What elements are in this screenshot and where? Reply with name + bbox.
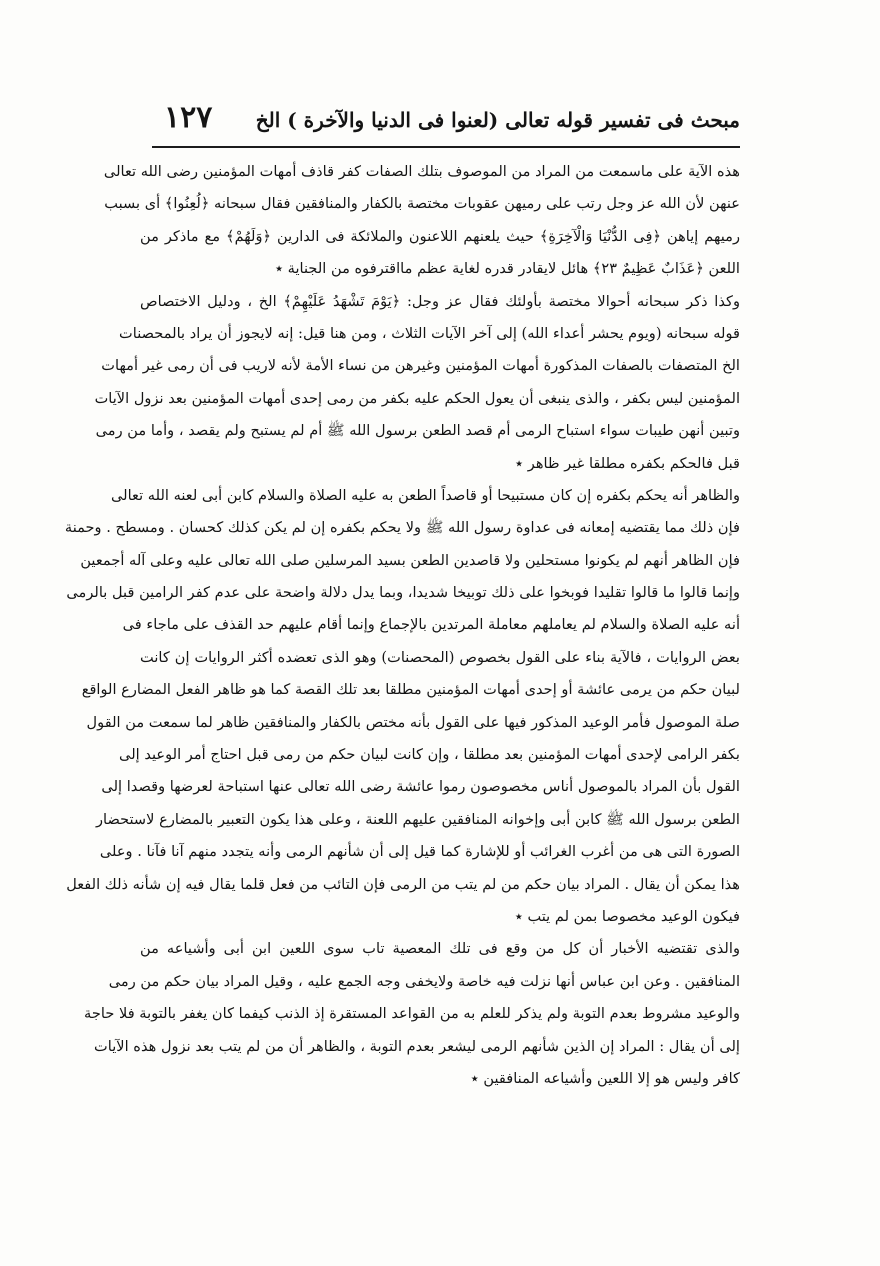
text-line: كافر وليس هو إلا اللعين وأشياعه المنافقين ٭ (470, 1069, 740, 1087)
text-line: الخ المتصفات بالصفات المذكورة أمهات المؤمنين وغيرهن من نساء الأمة لأنه لاريب فى أن رمى غير أمهات (101, 357, 740, 375)
text-line: المنافقين . وعن ابن عباس أنها نزلت فيه خاصة ولايخفى وجه الجمع عليه ، وقيل المراد بيان حكم من رمى (108, 972, 740, 990)
paragraph (84, 933, 740, 1095)
text-line: وكذا ذكر سبحانه أحوالا مختصة بأولئك فقال عز وجل: ﴿يَوْمَ تَشْهَدُ عَلَيْهِمْ﴾ الخ ، ودليل الاختصاص (140, 292, 740, 310)
text-line: وإنما قالوا ما قالوا تقليدا فوبخوا على ذلك توبيخا شديدا، وبما يدل دلالة واضحة على عدم كفر الرامين قبل بالرمى (66, 584, 740, 602)
text-line: فيكون الوعيد مخصوصا بمن لم يتب ٭ (514, 907, 740, 925)
text-line: والظاهر أنه يحكم بكفره إن كان مستبيحا أو قاصداً الطعن به عليه الصلاة والسلام كابن أبى لعنه الله تعالى (110, 486, 740, 504)
text-line: فإن الظاهر أنهم لم يكونوا مستحلين ولا قاصدين الطعن بسيد المرسلين صلى الله تعالى عليه وعلى آله أجمعين (80, 551, 740, 569)
text-line: أنه عليه الصلاة والسلام لم يعاملهم معاملة المرتدين بالإجماع وإنما أقام عليهم حد القذف على ماجاء فى (122, 616, 740, 634)
text-line: اللعن ﴿عَذَابٌ عَظِيمٌ ٢٣﴾ هائل لايقادر قدره لغاية عظم مااقترفوه من الجناية ٭ (275, 260, 740, 278)
text-line: القول بأن المراد بالموصول أناس مخصوصون رموا عائشة رضى الله تعالى عنها استباحة لعرضها وقصدا إلى (101, 778, 740, 796)
text-line: فإن ذلك مما يقتضيه إمعانه فى عداوة رسول الله ﷺ ولا يحكم بكفره إن لم يكن كذلك كحسان . ومسطح . وحمنة (64, 519, 740, 537)
page-header (140, 100, 740, 142)
text-line: بعض الروايات ، فالآية بناء على القول بخصوص (المحصنات) وهو الذى تعضده أكثر الروايات إن كانت (140, 648, 740, 666)
page-number: ١٢٧ (164, 100, 213, 135)
text-line: المؤمنين ليس بكفر ، والذى ينبغى أن يعول الحكم عليه بكفر من رمى إحدى أمهات المؤمنين بعد نزول الآيات (94, 389, 740, 407)
text-line: قوله سبحانه (ويوم يحشر أعداء الله) إلى آخر الآيات الثلاث ، ومن هنا قيل: إنه لايجوز أن يراد بالمحصنات (119, 324, 740, 342)
text-line: هذه الآية على ماسمعت من المراد من الموصوف بتلك الصفات كفر قاذف أمهات المؤمنين رضى الله تعالى (103, 163, 740, 180)
text-line: عنهن لأن الله عز وجل رتب على رميهن عقوبات مختصة بالكفار والمنافقين فقال سبحانه ﴿لُعِنُوا﴾ أى بسبب (104, 195, 740, 213)
text-line: إلى أن يقال : المراد إن الذين شأنهم الرمى ليشعر بعدم التوبة ، والظاهر أن من لم يتب بعد نزول هذه الآيات (94, 1037, 740, 1055)
text-line: وتبين أنهن طيبات سواء استباح الرمى أم قصد الطعن برسول الله ﷺ أم لم يستبح ولم يقصد ، وأما من رمى (95, 422, 740, 440)
body-text (64, 156, 740, 1095)
text-line: بكفر الرامى لإحدى أمهات المؤمنين بعد مطلقا ، وإن كانت لبيان حكم من رمى قبل احتاج أمر الوعيد إلى (119, 746, 740, 764)
running-title: مبحث فى تفسير قوله تعالى (لعنوا فى الدنيا والآخرة ) الخ (255, 108, 740, 132)
text-line: الطعن برسول الله ﷺ كابن أبى وإخوانه المنافقين عليهم اللعنة ، وعلى هذا يكون التعبير بالمضارع لاستحضار (95, 810, 740, 828)
text-line: قبل فالحكم بكفره مطلقا غير ظاهر ٭ (515, 454, 740, 472)
text-line: والوعيد مشروط بعدم التوبة ولم يذكر للعلم به من القواعد المستقرة إذ الذنب كيفما كان يغفر بالتوبة فلا حاجة (84, 1005, 740, 1023)
text-line: الصورة التى هى من أغرب الغرائب أو للإشارة كما قيل إلى أن شأنهم الرمى وأنه يتجدد منهم آنا فآنا . وعلى (99, 843, 740, 861)
text-line: صلة الموصول فأمر الوعيد المذكور فيها على القول بأنه مختص بالكفار والمنافقين ظاهر لما سمعت من القول (86, 713, 740, 731)
header-rule (152, 146, 740, 148)
paragraph (94, 286, 740, 480)
paragraph (64, 480, 740, 933)
text-line: هذا يمكن أن يقال . المراد بيان حكم من لم يتب من الرمى فإن التائب من فعل قلما يقال فيه إن شأنه ذلك الفعل (66, 875, 740, 893)
text-line: رميهم إياهن ﴿فِى الدُّنْيَا وَالْآخِرَةِ﴾ حيث يلعنهم اللاعنون والملائكة فى الدارين ﴿وَلَهُمْ﴾ مع ماذكر من (140, 227, 740, 245)
paragraph (103, 156, 740, 286)
text-line: لبيان حكم من يرمى عائشة أو إحدى أمهات المؤمنين مطلقا بعد تلك القصة كما هو ظاهر الفعل المضارع الواقع (81, 681, 740, 699)
text-line: والذى تقتضيه الأخبار أن كل من وقع فى تلك المعصية تاب سوى اللعين ابن أبى وأشياعه من (140, 940, 740, 958)
